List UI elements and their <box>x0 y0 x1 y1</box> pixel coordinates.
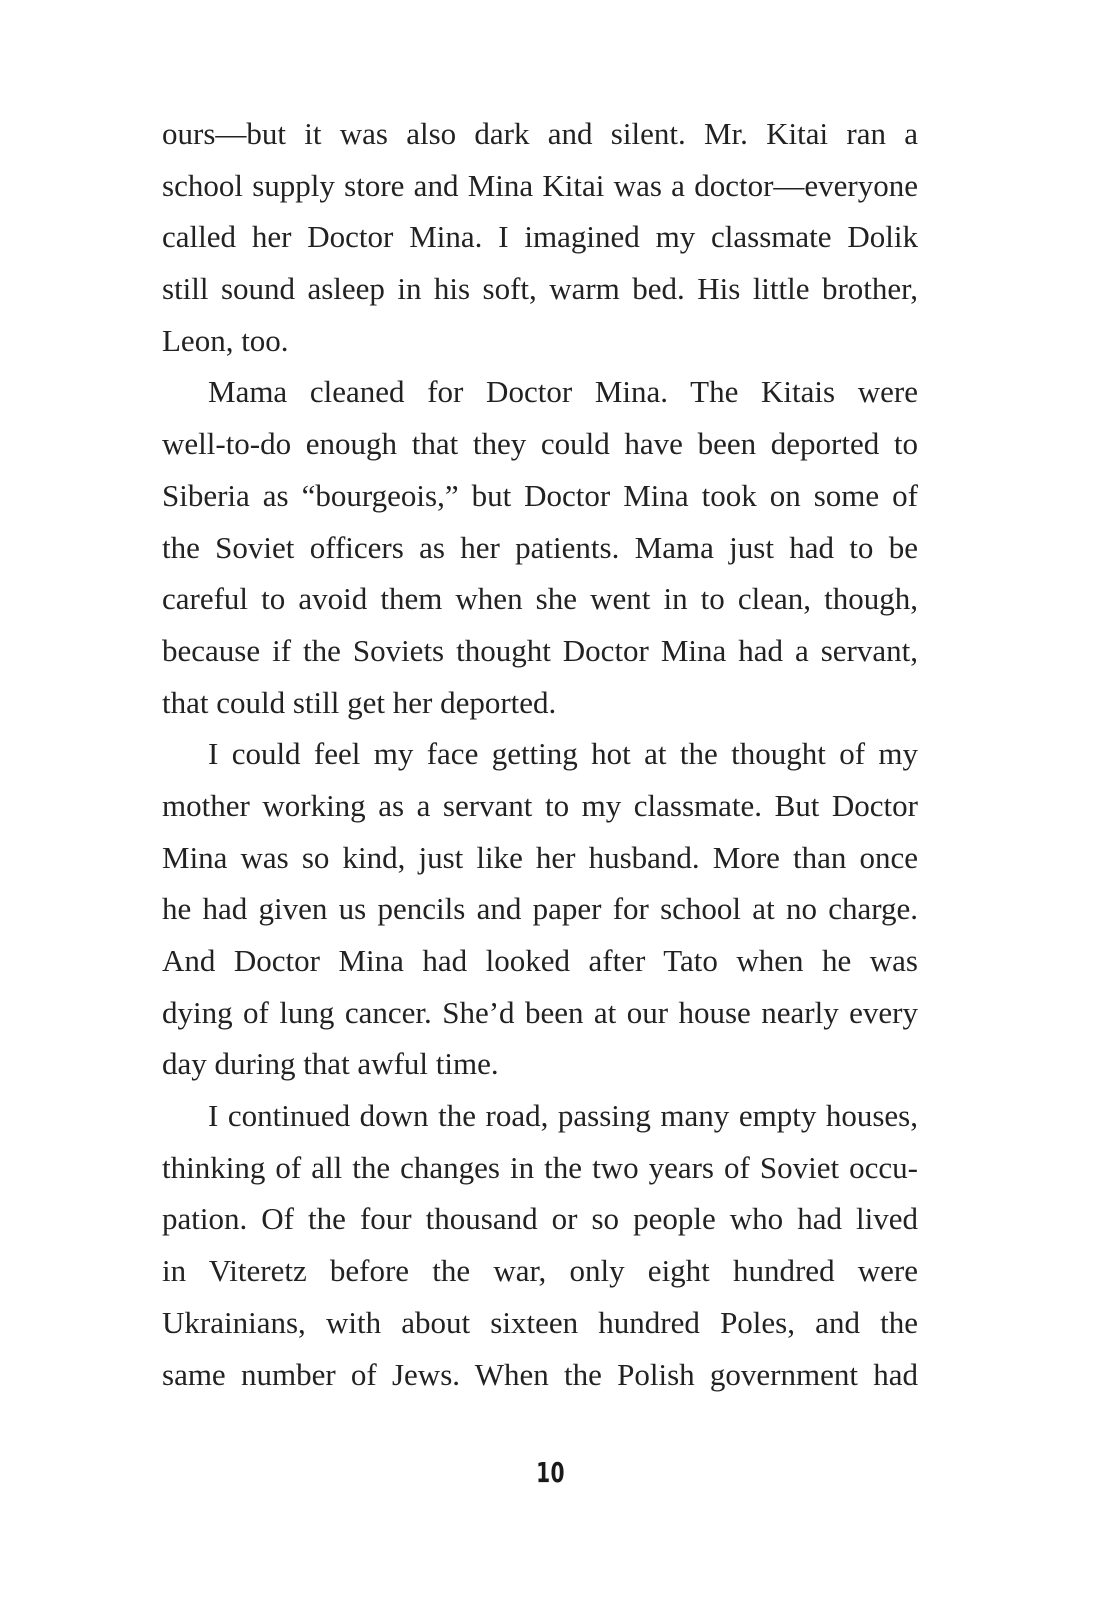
page-number: 10 <box>536 1456 565 1489</box>
text-line: he had given us pencils and paper for school at no charge. <box>162 891 918 927</box>
text-line: I continued down the road, passing many empty houses, <box>208 1098 918 1134</box>
text-line: well-to-do enough that they could have been deported to <box>162 426 918 462</box>
text-line: same number of Jews. When the Polish government had <box>162 1356 918 1392</box>
text-line: thinking of all the changes in the two years of Soviet occu- <box>162 1149 918 1185</box>
text-line: Leon, too. <box>162 322 289 358</box>
text-line: still sound asleep in his soft, warm bed. His little brother, <box>162 271 918 307</box>
body-text <box>162 108 918 1400</box>
text-line: in Viteretz before the war, only eight hundred were <box>162 1253 918 1289</box>
text-line: careful to avoid them when she went in to clean, though, <box>162 581 918 617</box>
text-line: Mama cleaned for Doctor Mina. The Kitais were <box>208 374 918 410</box>
text-line: day during that awful time. <box>162 1046 499 1082</box>
text-line: called her Doctor Mina. I imagined my classmate Dolik <box>162 219 918 255</box>
text-line: school supply store and Mina Kitai was a doctor—everyone <box>162 167 918 203</box>
text-line: And Doctor Mina had looked after Tato when he was <box>162 943 918 978</box>
text-line: that could still get her deported. <box>162 684 557 720</box>
text-line: pation. Of the four thousand or so people who had lived <box>162 1201 918 1237</box>
text-line: Mina was so kind, just like her husband. More than once <box>162 839 918 875</box>
text-line: Ukrainians, with about sixteen hundred Poles, and the <box>162 1304 918 1340</box>
text-line: the Soviet officers as her patients. Mama just had to be <box>162 529 918 565</box>
text-line: mother working as a servant to my classmate. But Doctor <box>162 787 918 823</box>
text-line: because if the Soviets thought Doctor Mina had a servant, <box>162 632 918 668</box>
text-line: dying of lung cancer. She’d been at our house nearly every <box>162 994 918 1030</box>
text-line: I could feel my face getting hot at the thought of my <box>208 736 918 772</box>
text-line: Siberia as “bourgeois,” but Doctor Mina took on some of <box>162 477 918 513</box>
text-line: ours—but it was also dark and silent. Mr. Kitai ran a <box>162 116 918 151</box>
